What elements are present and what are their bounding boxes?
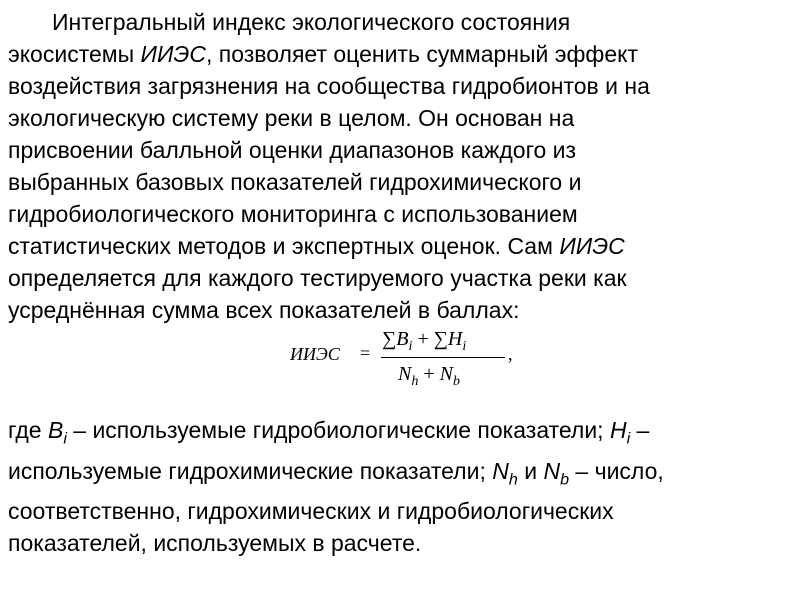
text-line [8,230,796,262]
formula-equals: = [360,343,371,363]
text-span: статистических методов и экспертных оценок. Сам [8,233,560,259]
formula-var: B [396,328,409,350]
sum-symbol: ∑ [382,328,397,350]
formula-var: N [439,363,453,385]
formula-subscript: h [411,374,419,389]
text-line: гидробиологического мониторинга с использованием [8,201,578,227]
var-bi: B [47,417,64,443]
text-line: Интегральный индекс экологического состояния [52,9,571,35]
text-line: выбранных базовых показателей гидрохимического и [8,169,582,195]
text-line: соответственно, гидрохимических и гидробиологических [8,498,614,525]
text-line [8,38,796,70]
var-hi: H [609,417,627,443]
formula-var: H [447,328,463,350]
text-line: присвоении балльной оценки диапазонов каждого из [8,137,577,163]
text-line: определяется для каждого тестируемого участка реки как [8,265,627,291]
text-line: усреднённая сумма всех показателей в баллах: [8,297,520,323]
formula-plus: + [417,328,429,350]
text-span: – используемые гидробиологические показатели; [66,417,610,443]
var-nh: N [492,457,509,484]
iies-abbreviation: ИИЭС [140,41,206,67]
text-span: и [517,457,544,484]
formula-denominator [398,363,460,390]
text-line [8,414,796,455]
var-subscript: i [626,429,631,448]
iies-formula [290,328,530,392]
formula-subscript: i [462,339,467,354]
text-line: экологическую систему реки в целом. Он основан на [8,105,575,131]
var-subscript: h [508,470,518,489]
iies-abbreviation: ИИЭС [559,233,625,259]
fraction-bar [381,357,505,358]
text-span: используемые гидрохимические показатели; [8,457,493,484]
text-span: где [8,417,48,443]
legend-paragraph [8,414,796,559]
text-span: экосистемы [8,41,141,67]
text-line [8,455,796,496]
formula-numerator [382,328,466,355]
formula-plus: + [423,363,435,385]
text-span: , позволяет оценить суммарный эффект [205,41,638,67]
formula-var: N [398,363,412,385]
var-subscript: b [560,470,570,489]
formula-lhs: ИИЭС [290,344,340,364]
text-line: воздействия загрязнения на сообщества гидробионтов и на [8,73,650,99]
formula-subscript: i [408,339,413,354]
text-span: – число, [569,457,664,484]
text-span: – [630,417,650,443]
intro-paragraph [8,6,796,326]
text-line: показателей, используемых в расчете. [8,530,422,557]
formula-comma: , [508,344,513,364]
var-subscript: i [63,429,67,448]
sum-symbol: ∑ [433,328,448,350]
formula-subscript: b [452,374,460,389]
var-nb: N [543,457,561,484]
